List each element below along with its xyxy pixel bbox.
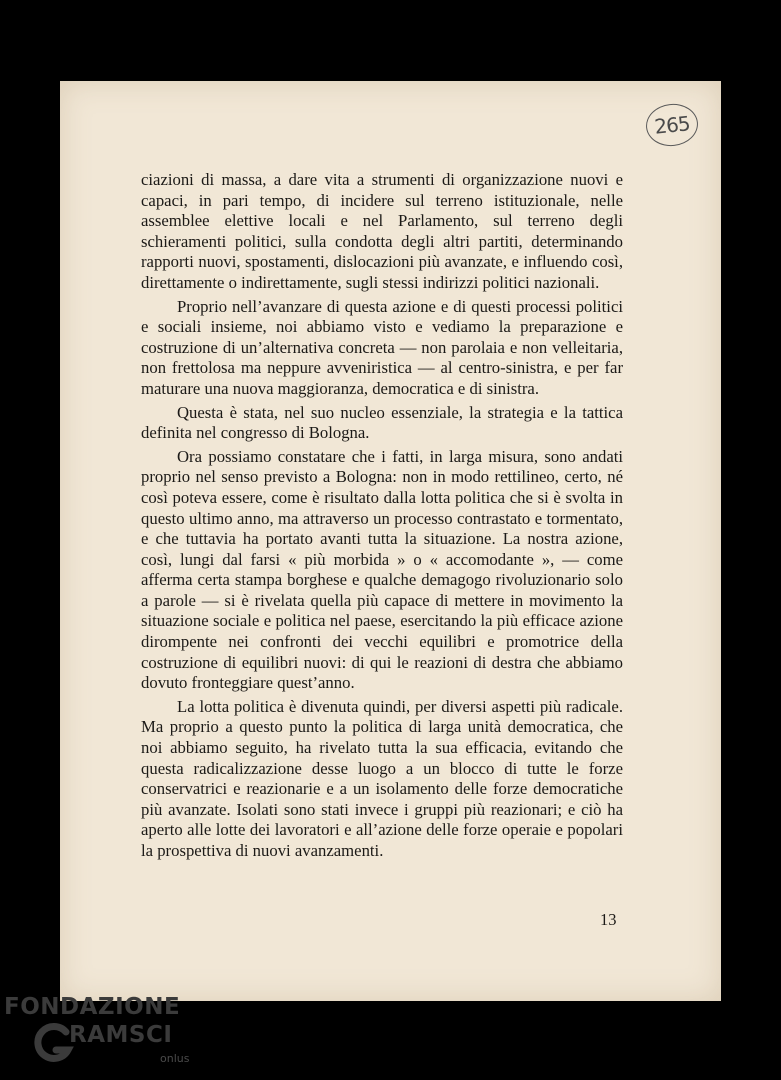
- paragraph: ciazioni di massa, a dare vita a strumenti di organizzazione nuovi e capaci, in pari tempo, di incidere sul terreno istituzionale, nelle assemblee elettive locali e nel Parlamento, sul terreno degli schieramenti politici, sulla condotta degli altri partiti, determinando rapporti nuovi, spostamenti, dislocazioni più avanzate, e influendo così, direttamente o indirettamente, sugli stessi indirizzi politici nazionali.: [141, 170, 623, 292]
- logo-line-1: FONDAZIONE: [4, 994, 181, 1020]
- paragraph: Ora possiamo constatare che i fatti, in larga misura, sono andati proprio nel senso previsto a Bologna: non in modo rettilineo, certo, né così poteva essere, come è risultato dalla lotta politica che si è svolta in questo ultimo anno, ma attraverso un processo contrastato e tormentato, e che tuttavia ha portato avanti tutta la situazione. La nostra azione, così, lungi dal farsi « più morbida » o « accomodante », — come afferma certa stampa borghese e qualche demagogo rivoluzionario solo a parole — si è rivelata quella più capace di mettere in movimento la situazione sociale e politica nel paese, esercitando la più efficace azione dirompente nei confronti dei vecchi equilibri e promotrice della costruzione di equilibri nuovi: di qui le reazioni di destra che abbiamo dovuto fronteggiare quest’anno.: [141, 446, 623, 693]
- logo-g-mark-icon: [34, 1018, 74, 1068]
- handwritten-page-annotation: 265: [644, 101, 700, 148]
- logo-line-2: RAMSCI: [69, 1022, 173, 1048]
- page-number: 13: [600, 910, 617, 929]
- paragraph: Proprio nell’avanzare di questa azione e di questi processi politici e sociali insieme, noi abbiamo visto e vediamo la preparazione e costruzione di un’alternativa concreta — non parolaia e non velleitaria, non frettolosa ma neppure avveniristica — al centro-sinistra, e per far maturare una nuova maggioranza, democratica e di sinistra.: [141, 296, 623, 398]
- paragraph: La lotta politica è divenuta quindi, per diversi aspetti più radicale. Ma proprio a questo punto la politica di larga unità democratica, che noi abbiamo seguito, ha rivelato tutta la sua efficacia, evitando che questa radicalizzazione desse luogo a un blocco di tutte le forze conservatrici e reazionarie e a un isolamento delle forze democratiche più avanzate. Isolati sono stati invece i gruppi più reazionari; e ciò ha aperto alle lotte dei lavoratori e all’azione delle forze operaie e popolari la prospettiva di nuovi avanzamenti.: [141, 696, 623, 860]
- logo-subtitle: onlus: [160, 1052, 190, 1065]
- paragraph: Questa è stata, nel suo nucleo essenziale, la strategia e la tattica definita nel congresso di Bologna.: [141, 402, 623, 443]
- body-text: [141, 170, 623, 862]
- fondazione-gramsci-logo: [4, 992, 204, 1074]
